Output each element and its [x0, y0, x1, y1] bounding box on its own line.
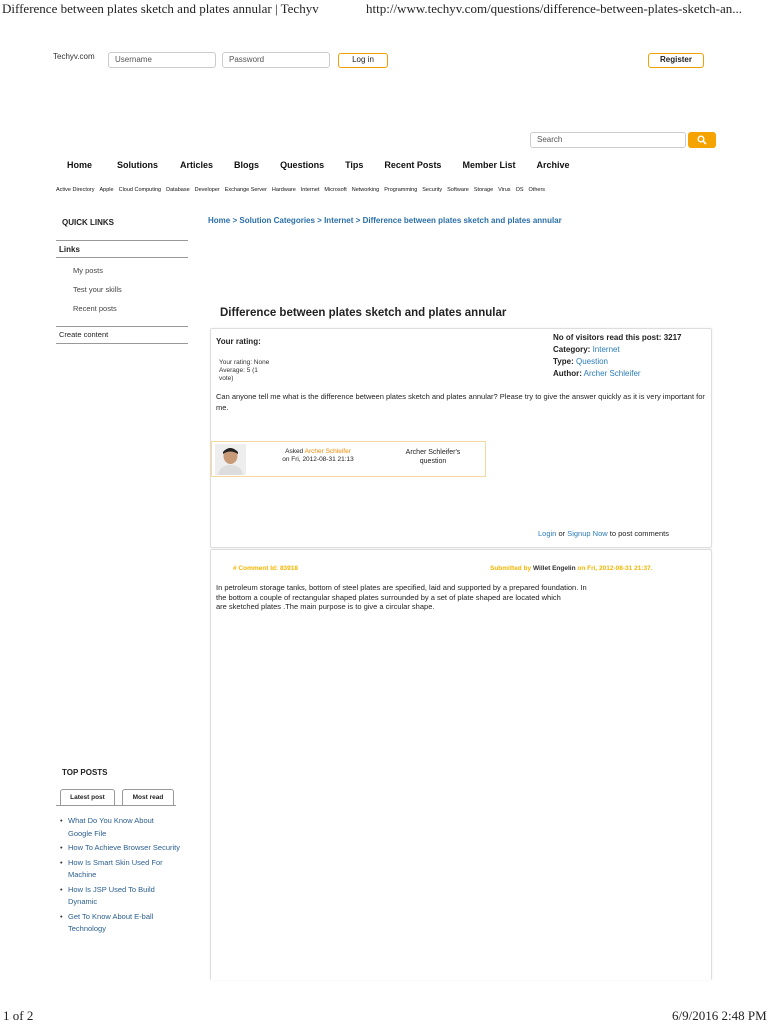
top-posts-heading: TOP POSTS — [62, 768, 108, 777]
print-page-title: Difference between plates sketch and plates annular | Techyv — [2, 1, 319, 16]
post-comments-text: to post comments — [609, 529, 669, 538]
category-microsoft[interactable]: Microsoft — [324, 187, 347, 193]
nav-articles[interactable]: Articles — [180, 160, 214, 170]
main-nav — [56, 160, 570, 170]
login-to-comment — [538, 529, 669, 538]
asked-by-link[interactable]: Archer Schleifer — [304, 448, 351, 455]
category-cloud-computing[interactable]: Cloud Computing — [118, 187, 162, 193]
category-apple[interactable]: Apple — [99, 187, 114, 193]
type-label: Type: — [553, 357, 574, 366]
nav-member-list[interactable]: Member List — [462, 160, 516, 170]
asked-date: on Fri, 2012-08-31 21:13 — [282, 456, 354, 463]
nav-recent-posts[interactable]: Recent Posts — [384, 160, 442, 170]
search-icon — [697, 135, 707, 145]
print-page-number: 1 of 2 — [3, 1008, 34, 1023]
submitted-by-label: Submitted by — [490, 565, 532, 572]
top-post-item[interactable]: • How To Achieve Browser Security — [60, 842, 180, 855]
question-title: Difference between plates sketch and plates annular — [220, 307, 507, 319]
print-datetime: 6/9/2016 2:48 PM — [672, 1008, 767, 1023]
tab-divider — [56, 805, 176, 806]
comment-card — [210, 549, 712, 980]
avatar-photo-icon — [215, 444, 246, 475]
category-storage[interactable]: Storage — [473, 187, 494, 193]
quick-links-heading: QUICK LINKS — [62, 218, 114, 227]
visitors-label: No of visitors read this post: — [553, 333, 662, 342]
register-button[interactable]: Register — [648, 53, 704, 68]
username-input[interactable]: Username — [108, 52, 216, 68]
question-meta — [553, 332, 710, 380]
breadcrumb-solution-categories[interactable]: Solution Categories — [239, 216, 315, 225]
owner-question-label: question — [419, 458, 447, 465]
top-post-item[interactable]: • What Do You Know About Google File — [60, 815, 180, 840]
asked-label: Asked — [285, 448, 304, 455]
nav-blogs[interactable]: Blogs — [234, 160, 260, 170]
submitter-link[interactable]: Willet Engelin — [532, 565, 576, 572]
question-body: Can anyone tell me what is the difference between plates sketch and plates annular? Please try to give the answer quickly as it is very important for me. — [216, 392, 705, 412]
nav-archive[interactable]: Archive — [536, 160, 570, 170]
category-internet[interactable]: Internet — [300, 187, 320, 193]
comment-submitted — [490, 565, 653, 572]
password-input[interactable]: Password — [222, 52, 330, 68]
login-link[interactable]: Login — [538, 529, 557, 538]
asked-info — [268, 448, 368, 464]
links-heading: Links — [56, 240, 188, 258]
tab-latest-post[interactable]: Latest post — [60, 789, 115, 805]
category-others[interactable]: Others — [528, 187, 546, 193]
visitors-count: 3217 — [663, 333, 682, 342]
submitted-date: on Fri, 2012-08-31 21:37. — [577, 565, 653, 572]
rating-info — [219, 359, 269, 383]
author-link[interactable]: Archer Schleifer — [583, 369, 641, 378]
author-avatar[interactable] — [215, 444, 246, 475]
top-posts-list — [60, 815, 180, 938]
owner-name: Archer Schleifer's — [405, 449, 461, 456]
nav-tips[interactable]: Tips — [345, 160, 364, 170]
type-link[interactable]: Question — [575, 357, 609, 366]
breadcrumb-internet[interactable]: Internet — [324, 216, 354, 225]
breadcrumb-home[interactable]: Home — [208, 216, 231, 225]
print-page-url: http://www.techyv.com/questions/difference-between-plates-sketch-an... — [366, 1, 743, 16]
category-networking[interactable]: Networking — [351, 187, 380, 193]
comment-body — [216, 583, 706, 612]
comment-line: are sketched plates .The main purpose is to give a circular shape. — [216, 602, 435, 611]
breadcrumb — [208, 216, 562, 225]
breadcrumb-current: Difference between plates sketch and plates annular — [362, 216, 562, 225]
breadcrumb-separator: > — [317, 216, 322, 225]
comment-line: the bottom a couple of rectangular shaped plates surrounded by a set of plate shaped are located which — [216, 592, 561, 602]
comment-line: In petroleum storage tanks, bottom of steel plates are specified, laid and supported by a prepared foundation. In — [216, 583, 587, 592]
rating-user: Your rating: None — [219, 359, 270, 366]
nav-questions[interactable]: Questions — [280, 160, 325, 170]
category-security[interactable]: Security — [422, 187, 443, 193]
category-nav — [56, 187, 545, 193]
category-hardware[interactable]: Hardware — [271, 187, 296, 193]
your-rating-label: Your rating: — [216, 337, 261, 346]
breadcrumb-separator: > — [355, 216, 361, 225]
category-programming[interactable]: Programming — [384, 187, 418, 193]
sidebar-link-my-posts[interactable]: My posts — [73, 266, 104, 275]
breadcrumb-separator: > — [232, 216, 238, 225]
rating-average: Average: 5 (1 — [219, 367, 258, 374]
category-active-directory[interactable]: Active Directory — [56, 187, 95, 193]
top-post-item[interactable]: • Get To Know About E-ball Technology — [60, 911, 180, 936]
author-label: Author: — [553, 369, 582, 378]
search-button[interactable] — [688, 132, 716, 148]
category-exchange-server[interactable]: Exchange Server — [224, 187, 267, 193]
top-post-item[interactable]: • How Is Smart Skin Used For Machine — [60, 857, 180, 882]
nav-solutions[interactable]: Solutions — [117, 160, 159, 170]
top-post-item[interactable]: • How Is JSP Used To Build Dynamic — [60, 884, 180, 909]
or-text: or — [558, 529, 566, 538]
signup-link[interactable]: Signup Now — [567, 529, 608, 538]
owner-question — [390, 448, 476, 466]
site-name[interactable]: Techyv.com — [53, 52, 95, 61]
sidebar-link-test-your-skills[interactable]: Test your skills — [73, 285, 122, 294]
category-developer[interactable]: Developer — [194, 187, 220, 193]
nav-home[interactable]: Home — [67, 160, 93, 170]
comment-id: # Comment Id: 83918 — [233, 565, 299, 572]
category-virus[interactable]: Virus — [498, 187, 511, 193]
create-content-link[interactable]: Create content — [56, 326, 188, 344]
category-link[interactable]: Internet — [592, 345, 620, 354]
sidebar-link-recent-posts[interactable]: Recent posts — [73, 304, 117, 313]
login-button[interactable]: Log in — [338, 53, 388, 68]
category-software[interactable]: Software — [447, 187, 469, 193]
category-os[interactable]: OS — [515, 187, 524, 193]
tab-most-read[interactable]: Most read — [122, 789, 174, 805]
rating-votes: vote) — [219, 375, 234, 382]
search-input[interactable]: Search — [530, 132, 686, 148]
category-label: Category: — [553, 345, 591, 354]
category-database[interactable]: Database — [166, 187, 190, 193]
